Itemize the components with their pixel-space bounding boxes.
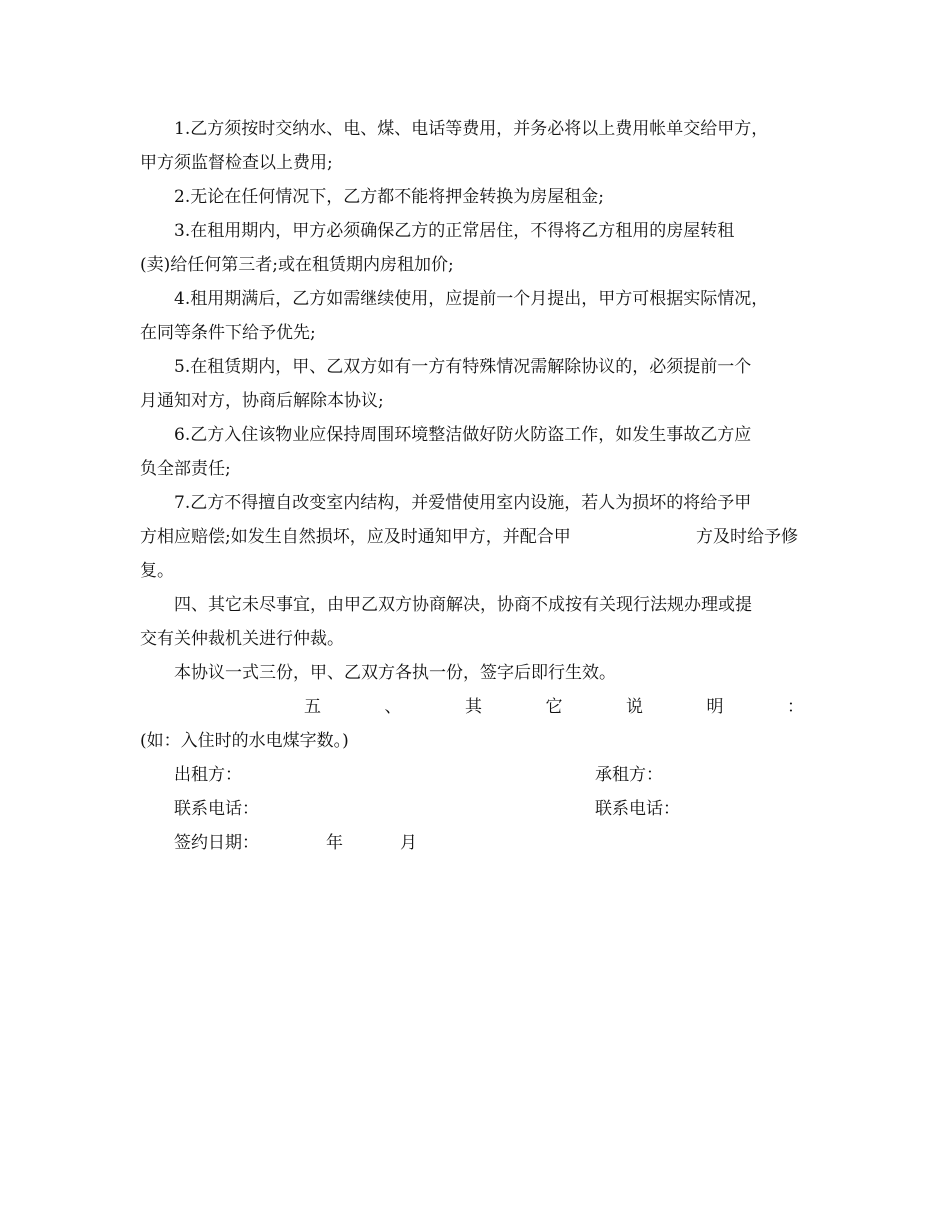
section-5-heading-char: 、 [384, 697, 402, 717]
section-4-line-2: 交有关仲裁机关进行仲裁。 [140, 629, 344, 649]
clause-7-line-2-part-b: 方及时给予修 [696, 527, 798, 547]
clause-5-line-2: 月通知对方，协商后解除本协议; [140, 391, 384, 411]
document-body [140, 112, 812, 860]
lessee-phone-label: 联系电话： [595, 799, 680, 819]
clause-3-line-1: 3.在租用期内，甲方必须确保乙方的正常居住，不得将乙方租用的房屋转租 [174, 221, 735, 241]
clause-7 [140, 486, 812, 588]
section-5-note: (如：入住时的水电煤字数。) [140, 731, 349, 751]
clause-1-line-1: 1.乙方须按时交纳水、电、煤、电话等费用，并务必将以上费用帐单交给甲方， [174, 119, 769, 139]
clause-6-line-2: 负全部责任; [140, 459, 231, 479]
copies-note: 本协议一式三份，甲、乙双方各执一份，签字后即行生效。 [174, 663, 616, 683]
clause-5 [140, 350, 812, 418]
lessor-label: 出租方： [174, 765, 242, 785]
clause-7-line-2 [140, 520, 812, 554]
clause-1 [140, 112, 812, 180]
clause-7-line-1: 7.乙方不得擅自改变室内结构，并爱惜使用室内设施，若人为损坏的将给予甲 [174, 493, 752, 513]
section-5-heading-char: 五 [304, 697, 321, 717]
signature-row-phones [140, 792, 812, 826]
signing-date-label: 签约日期： [174, 833, 259, 853]
section-4 [140, 588, 812, 656]
section-5-heading-char: 说 [626, 697, 643, 717]
clause-4 [140, 282, 812, 350]
signing-date-year-label: 年 [326, 833, 343, 853]
clause-1-line-2: 甲方须监督检查以上费用; [140, 153, 333, 173]
clause-3 [140, 214, 812, 282]
clause-4-line-2: 在同等条件下给予优先; [140, 323, 316, 343]
section-5-heading-char: 明 [706, 697, 724, 717]
clause-6-line-1: 6.乙方入住该物业应保持周围环境整洁做好防火防盗工作，如发生事故乙方应 [174, 425, 752, 445]
section-5-heading-char: 其 [465, 697, 482, 717]
lessee-label: 承租方： [595, 765, 663, 785]
lessor-phone-label: 联系电话： [174, 799, 259, 819]
clause-3-line-2: (卖)给任何第三者;或在租赁期内房租加价; [140, 255, 454, 275]
section-5-heading [140, 690, 812, 724]
signing-date-month-label: 月 [400, 833, 417, 853]
clause-7-line-3: 复。 [140, 561, 174, 581]
signing-date-row [140, 826, 812, 860]
clause-7-line-2-part-a: 方相应赔偿;如发生自然损坏，应及时通知甲方，并配合甲 [140, 527, 571, 547]
clause-2-line-1: 2.无论在任何情况下，乙方都不能将押金转换为房屋租金; [174, 187, 604, 207]
section-4-line-1: 四、其它未尽事宜，由甲乙双方协商解决，协商不成按有关现行法规办理或提 [174, 595, 752, 615]
clause-6 [140, 418, 812, 486]
signature-row-parties [140, 758, 812, 792]
clause-4-line-1: 4.租用期满后，乙方如需继续使用，应提前一个月提出，甲方可根据实际情况， [174, 289, 769, 309]
clause-5-line-1: 5.在租赁期内，甲、乙双方如有一方有特殊情况需解除协议的，必须提前一个 [174, 357, 752, 377]
section-5-heading-char: ： [787, 697, 804, 717]
clause-2 [140, 180, 812, 214]
section-5-heading-char: 它 [545, 697, 563, 717]
